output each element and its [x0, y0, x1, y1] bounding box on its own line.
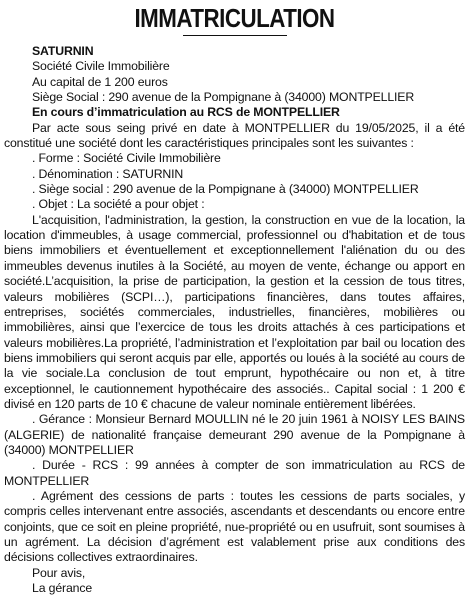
company-head-office: Siège Social : 290 avenue de la Pompignane à (34000) MONTPELLIER — [32, 90, 415, 105]
company-type: Société Civile Immobilière — [32, 59, 170, 74]
registered-office-line: . Siège social : 290 avenue de la Pompignane à (34000) MONTPELLIER — [32, 182, 419, 197]
signature-line: La gérance — [32, 581, 93, 596]
notice-title: IMMATRICULATION — [134, 3, 335, 33]
denomination-line: . Dénomination : SATURNIN — [32, 166, 184, 181]
object-paragraph: L'acquisition, l'administration, la gestion, la construction en vue de la location, la location d'immeubles, à usage commercial, professionnel ou d'habitation et de tous biens immobiliers et éventuellement et exceptionnellement l'aliénation du ou des immeubles devenus inutiles à la Société, au moyen de vente, échange ou apport en société.L’acquisition, la prise de participation, la gestion et la cession de tous titres, valeurs mobilières (SCPI…), participations financières, dans toutes affaires, entreprises, sociétés commerciales, industrielles, financières, mobilières ou immobilières, ainsi que l’exercice de tous les droits attachés à ces participations et valeurs mobilières.La propriété, l’administration et l’exploitation par bail ou location des biens immobiliers qui seront acquis par elle, apportés ou loués à la société au cours de la vie sociale.La conclusion de tout emprunt, hypothécaire ou non et, à titre exceptionnel, le cautionnement hypothécaire des associés.. Capital social : 1 200 € divisé en 120 parts de 10 € chacune de valeur nominale entièrement libérées. — [4, 212, 465, 411]
company-capital: Au capital de 1 200 euros — [32, 74, 168, 89]
title-divider — [183, 35, 287, 36]
company-name: SATURNIN — [32, 44, 94, 58]
approval-paragraph: . Agrément des cessions de parts : toutes les cessions de parts sociales, y compris celles intervenant entre associés, ascendants et descendants ou encore entre conjoints, que ce soit en pleine propriété, nue-propriété ou en usufruit, sont soumises à un agrément. La décision d’agrément est valablement prise aux conditions des décisions collectives extraordinaires. — [4, 488, 465, 565]
legal-notice — [0, 3, 473, 596]
registration-status: En cours d’immatriculation au RCS de MONTPELLIER — [32, 105, 340, 120]
intro-paragraph: Par acte sous seing privé en date à MONTPELLIER du 19/05/2025, il a été constitué une société dont les caractéristiques principales sont les suivantes : — [4, 120, 465, 151]
object-label: . Objet : La société a pour objet : — [32, 197, 205, 212]
closing-line: Pour avis, — [32, 565, 86, 580]
form-line: . Forme : Société Civile Immobilière — [32, 151, 221, 166]
manager-paragraph: . Gérance : Monsieur Bernard MOULLIN né le 20 juin 1961 à NOISY LES BAINS (ALGERIE) de nationalité française demeurant 290 avenue de la Pompignane à (34000) MONTPELLIER — [4, 412, 465, 457]
duration-paragraph: . Durée - RCS : 99 années à compter de son immatriculation au RCS de MONTPELLIER — [4, 458, 465, 488]
notice-body — [4, 44, 465, 596]
